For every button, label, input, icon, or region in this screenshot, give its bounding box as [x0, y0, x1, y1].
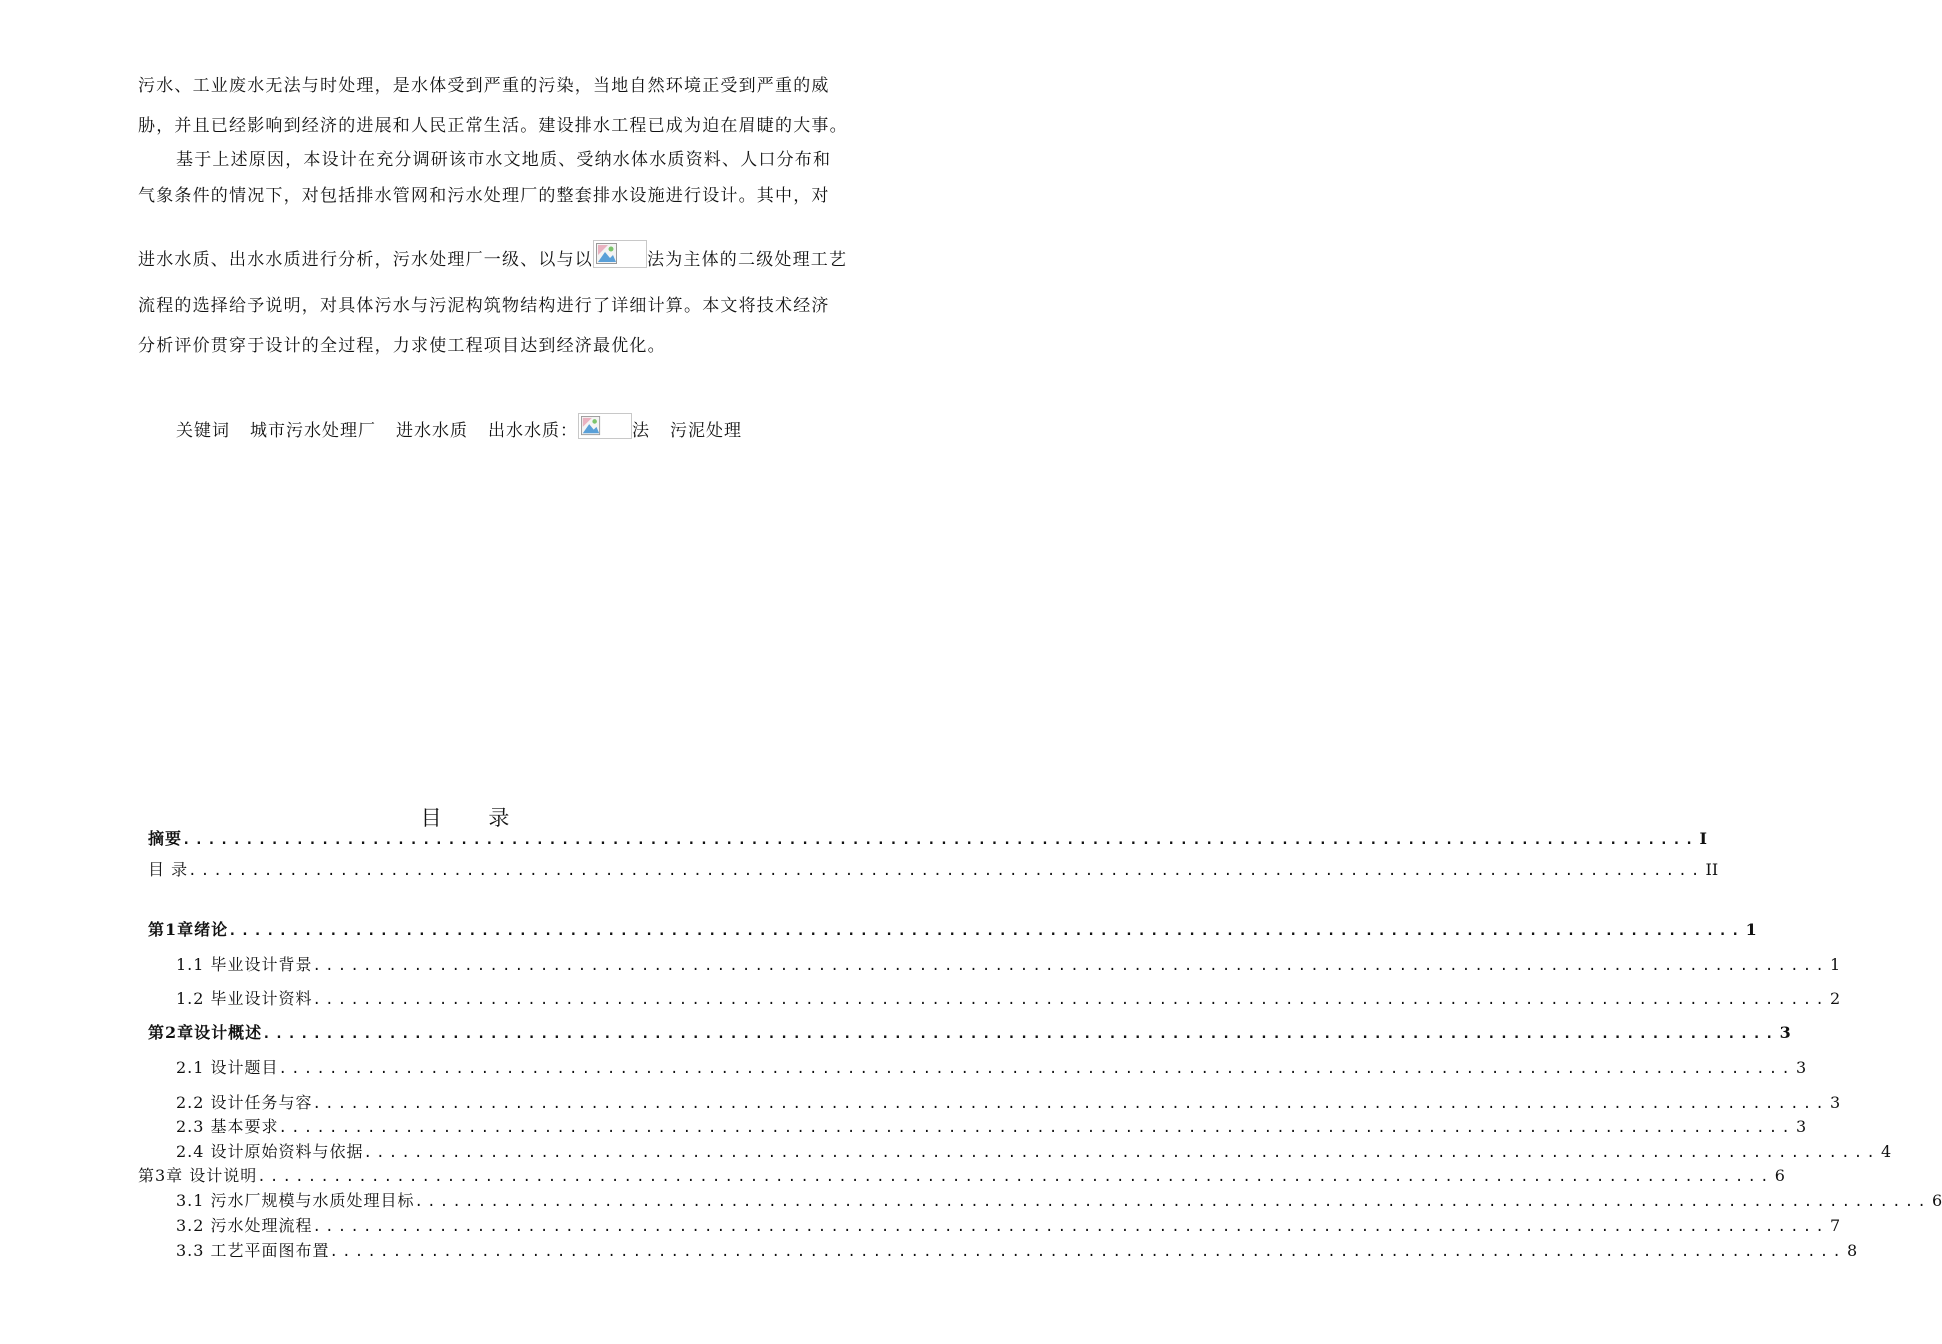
toc-page-number: 3 — [1830, 1093, 1841, 1112]
toc-entry[interactable] — [176, 988, 1841, 1010]
toc-entry[interactable] — [148, 859, 1719, 881]
toc-entry-label: 2.4 设计原始资料与依据 — [176, 1142, 364, 1161]
toc-page-number: 8 — [1847, 1241, 1858, 1260]
toc-leader-dots: ........................................................................................................................ — [188, 863, 1704, 879]
toc-leader-dots: ........................................................................................................................ — [312, 1219, 1828, 1235]
broken-image-icon — [593, 240, 647, 268]
toc-leader-dots: ........................................................................................................................ — [278, 1120, 1794, 1136]
toc-page-number: 6 — [1932, 1191, 1942, 1210]
toc-entry[interactable] — [176, 1116, 1807, 1138]
broken-image-icon — [578, 413, 632, 439]
toc-page-number: 7 — [1830, 1216, 1841, 1235]
toc-entry[interactable] — [176, 1190, 1942, 1212]
paragraph-line: 胁，并且已经影响到经济的进展和人民正常生活。建设排水工程已成为迫在眉睫的大事。 — [138, 116, 848, 136]
toc-page-number: 4 — [1881, 1142, 1892, 1161]
toc-page-number: I — [1699, 829, 1707, 848]
toc-entry-label: 2.2 设计任务与容 — [176, 1093, 313, 1112]
toc-entry-label: 2.3 基本要求 — [176, 1117, 279, 1136]
keyword: 进水水质 — [396, 421, 468, 441]
toc-entry[interactable] — [148, 919, 1757, 941]
paragraph-line: 基于上述原因，本设计在充分调研该市水文地质、受纳水体水质资料、人口分布和 — [176, 150, 832, 170]
toc-entry-label: 1.1 毕业设计背景 — [176, 955, 313, 974]
toc-entry[interactable] — [138, 1165, 1785, 1187]
toc-entry[interactable] — [176, 1057, 1807, 1079]
toc-page-number: 6 — [1774, 1166, 1785, 1185]
toc-entry-label: 目 录 — [148, 860, 189, 879]
paragraph-line: 流程的选择给予说明，对具体污水与污泥构筑物结构进行了详细计算。本文将技术经济 — [138, 296, 830, 316]
toc-entry[interactable] — [148, 1022, 1791, 1044]
toc-page-number: 3 — [1796, 1058, 1807, 1077]
toc-page-number: 1 — [1830, 955, 1841, 974]
toc-entry-label: 第1章绪论 — [148, 920, 229, 939]
toc-entry-label: 3.3 工艺平面图布置 — [176, 1241, 330, 1260]
keywords-line — [176, 418, 742, 444]
paragraph-line: 分析评价贯穿于设计的全过程，力求使工程项目达到经济最优化。 — [138, 336, 666, 356]
paragraph-line-with-image — [138, 248, 883, 272]
toc-leader-dots: ........................................................................................................................ — [278, 1061, 1794, 1077]
toc-title: 目 录 — [420, 806, 530, 830]
toc-entry[interactable] — [176, 1141, 1892, 1163]
toc-page-number: 3 — [1779, 1023, 1791, 1042]
toc-leader-dots: ........................................................................................................................ — [329, 1244, 1845, 1260]
paragraph-line: 气象条件的情况下，对包括排水管网和污水处理厂的整套排水设施进行设计。其中，对 — [138, 186, 830, 206]
toc-entry-label: 2.1 设计题目 — [176, 1058, 279, 1077]
toc-leader-dots: ........................................................................................................................ — [182, 832, 1698, 848]
toc-entry-label: 摘要 — [148, 829, 183, 848]
toc-page-number: II — [1705, 860, 1719, 879]
toc-leader-dots: ........................................................................................................................ — [257, 1169, 1773, 1185]
toc-entry-label: 第3章 设计说明 — [138, 1166, 258, 1185]
toc-entry[interactable] — [176, 1092, 1841, 1114]
paragraph-line: 污水、工业废水无法与时处理，是水体受到严重的污染，当地自然环境正受到严重的威 — [138, 76, 830, 96]
keyword: 法 — [632, 421, 650, 441]
toc-leader-dots: ........................................................................................................................ — [262, 1026, 1778, 1042]
toc-leader-dots: ........................................................................................................................ — [312, 958, 1828, 974]
toc-entry-label: 3.2 污水处理流程 — [176, 1216, 313, 1235]
toc-entry[interactable] — [176, 1240, 1858, 1262]
toc-entry[interactable] — [176, 954, 1841, 976]
toc-leader-dots: ........................................................................................................................ — [363, 1145, 1879, 1161]
toc-leader-dots: ........................................................................................................................ — [312, 1096, 1828, 1112]
keyword: 污泥处理 — [670, 421, 742, 441]
keyword: 出水水质： — [488, 421, 578, 441]
keyword: 城市污水处理厂 — [250, 421, 376, 441]
toc-leader-dots: ........................................................................................................................ — [228, 923, 1744, 939]
paragraph-text: 进水水质、出水水质进行分析，污水处理厂一级、以与以 — [138, 250, 593, 270]
toc-page-number: 1 — [1745, 920, 1757, 939]
toc-entry[interactable] — [176, 1215, 1841, 1237]
toc-page-number: 2 — [1830, 989, 1841, 1008]
toc-leader-dots: ........................................................................................................................ — [312, 992, 1828, 1008]
toc-entry[interactable] — [148, 828, 1707, 850]
keywords-label: 关键词 — [176, 421, 230, 441]
toc-entry-label: 1.2 毕业设计资料 — [176, 989, 313, 1008]
toc-leader-dots: ........................................................................................................................ — [414, 1194, 1930, 1210]
toc-page-number: 3 — [1796, 1117, 1807, 1136]
toc-entry-label: 3.1 污水厂规模与水质处理目标 — [176, 1191, 415, 1210]
toc-entry-label: 第2章设计概述 — [148, 1023, 263, 1042]
paragraph-text: 法为主体的二级处理工艺 — [647, 250, 848, 270]
